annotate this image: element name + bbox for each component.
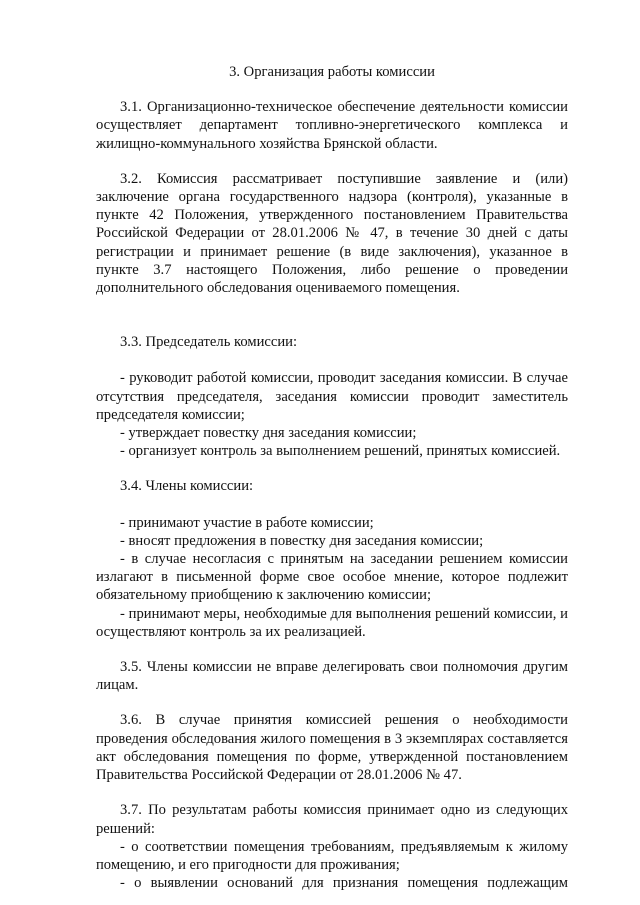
chairman-duties-list (96, 369, 568, 460)
paragraph-3-7: 3.7. По результатам работы комиссия принимает одно из следующих решений: (96, 802, 568, 837)
paragraph-3-2: 3.2. Комиссия рассматривает поступившие заявление и (или) заключение органа государственного надзора (контроля), указанные в пункте 42 Положения, утвержденного постановлением Правительства Российской Федерации от 28.01.2006 № 47, в течение 30 дней с даты регистрации и принимает решение (в виде заключения), указанное в пункте 3.7 настоящего Положения, либо решение о проведении дополнительного обследования оцениваемого помещения. (96, 170, 568, 297)
list-item: - о выявлении оснований для признания помещения подлежащим (120, 875, 568, 892)
paragraph-3-1: 3.1. Организационно-техническое обеспечение деятельности комиссии осуществляет департамент топливно-энергетического комплекса и жилищно-коммунального хозяйства Брянской области. (96, 99, 568, 152)
members-duties-list (96, 514, 568, 641)
decisions-list (96, 838, 568, 893)
list-item: - в случае несогласия с принятым на заседании решением комиссии излагают в письменной форме свое особое мнение, которое подлежит обязательному приобщению к заключению комиссии; (96, 551, 568, 604)
paragraph-3-6: 3.6. В случае принятия комиссией решения о необходимости проведения обследования жилого помещения в 3 экземплярах составляется акт обследования помещения по форме, утвержденной постановлением Правительства Российской Федерации от 28.01.2006 № 47. (96, 712, 568, 784)
list-item: - принимают участие в работе комиссии; (120, 514, 374, 531)
paragraph-3-4-heading: 3.4. Члены комиссии: (120, 478, 254, 495)
list-item: - руководит работой комиссии, проводит заседания комиссии. В случае отсутствия председателя, заседания комиссии проводит заместитель председателя комиссии; (96, 370, 568, 423)
list-item: - о соответствии помещения требованиям, предъявляемым к жилому помещению, и его пригодности для проживания; (96, 838, 568, 873)
list-item: - вносят предложения в повестку дня заседания комиссии; (120, 532, 484, 549)
section-title: 3. Организация работы комиссии (229, 64, 435, 80)
document-page (96, 63, 568, 892)
list-item: - принимают меры, необходимые для выполнения решений комиссии, и осуществляют контроль за их реализацией. (96, 605, 568, 640)
list-item: - организует контроль за выполнением решений, принятых комиссией. (120, 443, 561, 460)
list-item: - утверждает повестку дня заседания комиссии; (120, 425, 417, 442)
paragraph-3-5: 3.5. Члены комиссии не вправе делегировать свои полномочия другим лицам. (96, 659, 568, 694)
paragraph-3-3-heading: 3.3. Председатель комиссии: (120, 334, 298, 351)
